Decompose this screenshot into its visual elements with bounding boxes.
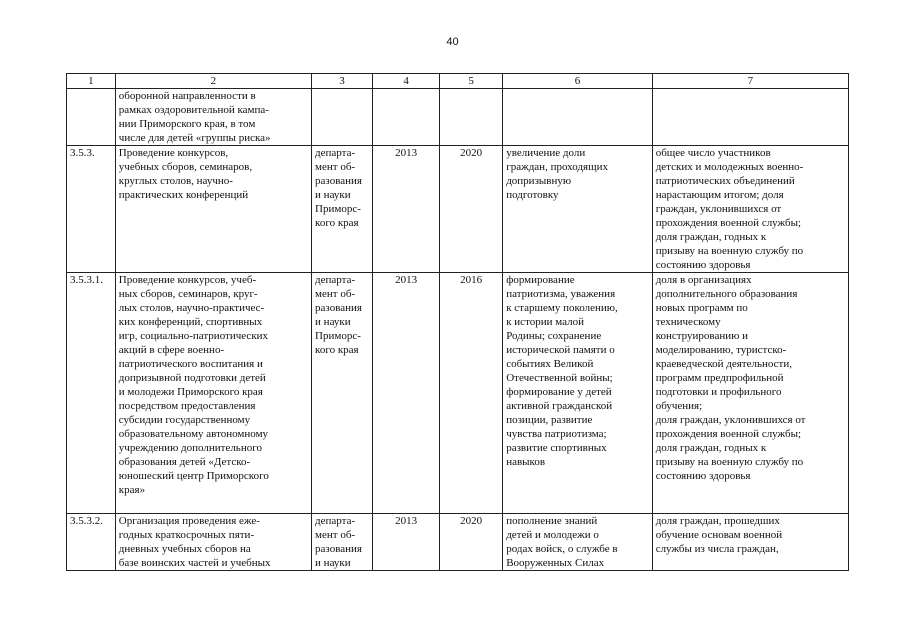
end-year-cell: 2020	[440, 514, 503, 571]
column-number-header: 7	[652, 74, 848, 89]
end-year-cell: 2016	[440, 273, 503, 514]
item-number-cell: 3.5.3.2.	[67, 514, 116, 571]
column-number-header: 6	[503, 74, 652, 89]
table-row	[67, 273, 849, 514]
start-year-cell: 2013	[373, 146, 440, 273]
start-year-cell: 2013	[373, 514, 440, 571]
measure-name-cell: Проведение конкурсов, учеб- ных сборов, семинаров, круг- лых столов, научно-практичес- ких конференций, спортивных игр, социально-патриотических акций в сфере военно- патриотического воспитания и допризывной подготовки детей и молодежи Приморского края посредством предоставления субсидии государственному образовательному автономному учреждению дополнительного образования детей «Детско- юношеский центр Приморского края»	[115, 273, 311, 514]
measure-name-cell: Проведение конкурсов, учебных сборов, семинаров, круглых столов, научно- практических конференций	[115, 146, 311, 273]
indicator-cell: общее число участников детских и молодежных военно- патриотических объединений нарастающим итогом; доля граждан, уклонившихся от прохождения военной службы; доля граждан, годных к призыву на военную службу по состоянию здоровья	[652, 146, 848, 273]
indicator-cell: доля граждан, прошедших обучение основам военной службы из числа граждан,	[652, 514, 848, 571]
end-year-cell	[440, 89, 503, 146]
table-row	[67, 514, 849, 571]
executor-cell	[312, 89, 373, 146]
column-number-header: 1	[67, 74, 116, 89]
table-header-row	[67, 74, 849, 89]
expected-result-cell: пополнение знаний детей и молодежи о родах войск, о службе в Вооруженных Силах	[503, 514, 652, 571]
expected-result-cell	[503, 89, 652, 146]
indicator-cell: доля в организациях дополнительного образования новых программ по техническому конструированию и моделированию, туристско- краеведческой деятельности, программ предпрофильной подготовки и профильного обучения; доля граждан, уклонившихся от прохождения военной службы; доля граждан, годных к призыву на военную службу по состоянию здоровья	[652, 273, 848, 514]
item-number-cell: 3.5.3.	[67, 146, 116, 273]
end-year-cell: 2020	[440, 146, 503, 273]
expected-result-cell: увеличение доли граждан, проходящих допризывную подготовку	[503, 146, 652, 273]
expected-result-cell: формирование патриотизма, уважения к старшему поколению, к истории малой Родины; сохранение исторической памяти о событиях Великой Отечественной войны; формирование у детей активной гражданской позиции, развитие чувства патриотизма; развитие спортивных навыков	[503, 273, 652, 514]
item-number-cell	[67, 89, 116, 146]
program-measures-table	[66, 73, 849, 571]
indicator-cell	[652, 89, 848, 146]
column-number-header: 3	[312, 74, 373, 89]
item-number-cell: 3.5.3.1.	[67, 273, 116, 514]
column-number-header: 2	[115, 74, 311, 89]
table-row	[67, 89, 849, 146]
executor-cell: департа- мент об- разования и науки Приморс- кого края	[312, 146, 373, 273]
measure-name-cell: Организация проведения еже- годных краткосрочных пяти- дневных учебных сборов на базе воинских частей и учебных	[115, 514, 311, 571]
measure-name-cell: оборонной направленности в рамках оздоровительной кампа- нии Приморского края, в том числе для детей «группы риска»	[115, 89, 311, 146]
start-year-cell	[373, 89, 440, 146]
column-number-header: 4	[373, 74, 440, 89]
executor-cell: департа- мент об- разования и науки Приморс- кого края	[312, 273, 373, 514]
start-year-cell: 2013	[373, 273, 440, 514]
page-number: 40	[446, 36, 459, 48]
column-number-header: 5	[440, 74, 503, 89]
executor-cell: департа- мент об- разования и науки	[312, 514, 373, 571]
table-row	[67, 146, 849, 273]
